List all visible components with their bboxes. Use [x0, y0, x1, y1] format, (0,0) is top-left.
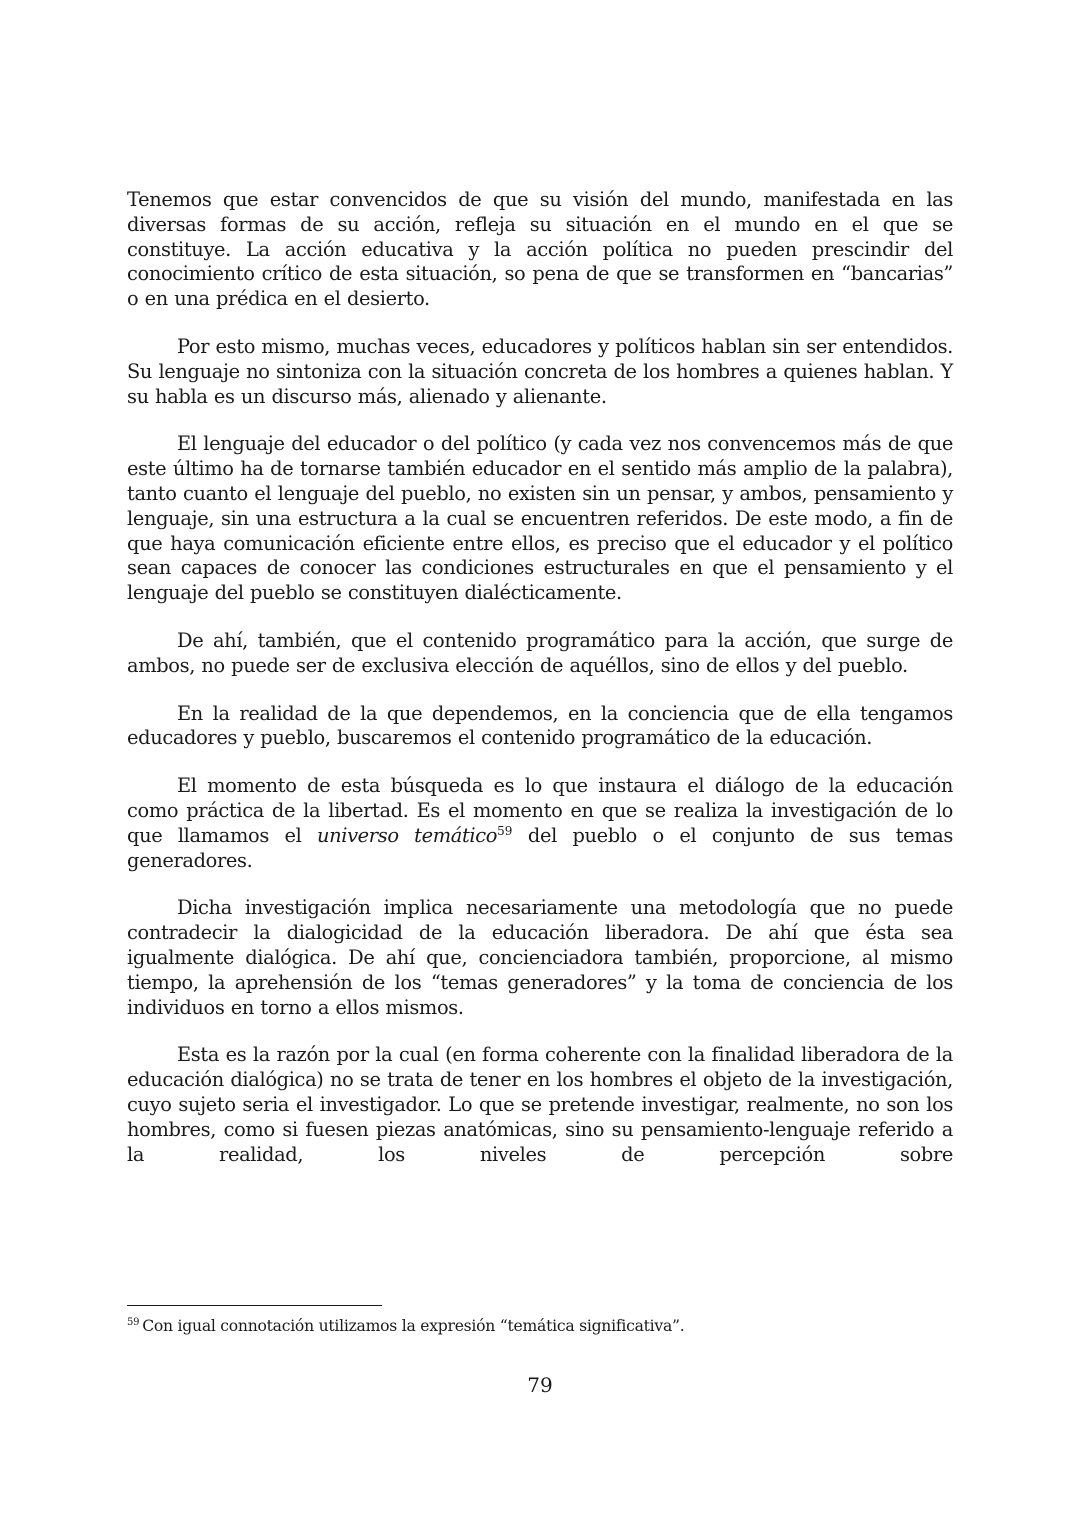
footnote-number: 59: [127, 1317, 140, 1328]
paragraph-6: [127, 774, 953, 873]
paragraph-7: Dicha investigación implica necesariamente una metodología que no puede contradecir la dialogicidad de la educación liberadora. De ahí que ésta sea igualmente dialógica. De ahí que, concienciadora también, proporcione, al mismo tiempo, la aprehensión de los “temas generadores” y la toma de conciencia de los individuos en torno a ellos mismos.: [127, 896, 953, 1019]
paragraph-4: De ahí, también, que el contenido programático para la acción, que surge de ambos, no puede ser de exclusiva elección de aquéllos, sino de ellos y del pueblo.: [127, 628, 953, 677]
paragraph-6-text-after: del pueblo o el conjunto de sus temas generadores.: [127, 823, 953, 872]
page-number: 79: [527, 1373, 553, 1397]
paragraph-8: Esta es la razón por la cual (en forma coherente con la finalidad liberadora de la educación dialógica) no se trata de tener en los hombres el objeto de la investigación, cuyo sujeto seria el investigador. Lo que se pretende investigar, realmente, no son los hombres, como si fuesen piezas anatómicas, sino su pensamiento-lenguaje referido a la realidad, los niveles de percepción sobre: [127, 1043, 953, 1166]
universo-tematico-term: universo temático: [316, 823, 498, 847]
footnote-reference-59[interactable]: 59: [497, 823, 513, 838]
footnote-text: Con igual connotación utilizamos la expresión “temática significativa”.: [142, 1317, 685, 1335]
paragraph-2: Por esto mismo, muchas veces, educadores y políticos hablan sin ser entendidos. Su lenguaje no sintoniza con la situación concreta de los hombres a quienes hablan. Y su habla es un discurso más, alienado y alienante.: [127, 334, 953, 408]
footnote-59: [127, 1316, 953, 1336]
paragraph-6-text-before: El momento de esta búsqueda es lo que instaura el diálogo de la educación como práctica de la libertad. Es el momento en que se realiza la investigación de lo que llamamos el: [127, 774, 953, 847]
paragraph-3: El lenguaje del educador o del político (y cada vez nos convencemos más de que este último ha de tornarse también educador en el sentido más amplio de la palabra), tanto cuanto el lenguaje del pueblo, no existen sin un pensar, y ambos, pensamiento y lenguaje, sin una estructura a la cual se encuentren referidos. De este modo, a fin de que haya comunicación eficiente entre ellos, es preciso que el educador y el político sean capaces de conocer las condiciones estructurales en que el pensamiento y el lenguaje del pueblo se constituyen dialécticamente.: [127, 432, 953, 605]
page-body: [127, 188, 953, 1167]
paragraph-5: En la realidad de la que dependemos, en la conciencia que de ella tengamos educadores y pueblo, buscaremos el contenido programático de la educación.: [127, 701, 953, 750]
paragraph-1: Tenemos que estar convencidos de que su visión del mundo, manifestada en las diversas formas de su acción, refleja su situación en el mundo en el que se constituye. La acción educativa y la acción política no pueden prescindir del conocimiento crítico de esta situación, so pena de que se transformen en “bancarias” o en una prédica en el desierto.: [127, 188, 953, 311]
footnote-divider: [127, 1305, 382, 1306]
